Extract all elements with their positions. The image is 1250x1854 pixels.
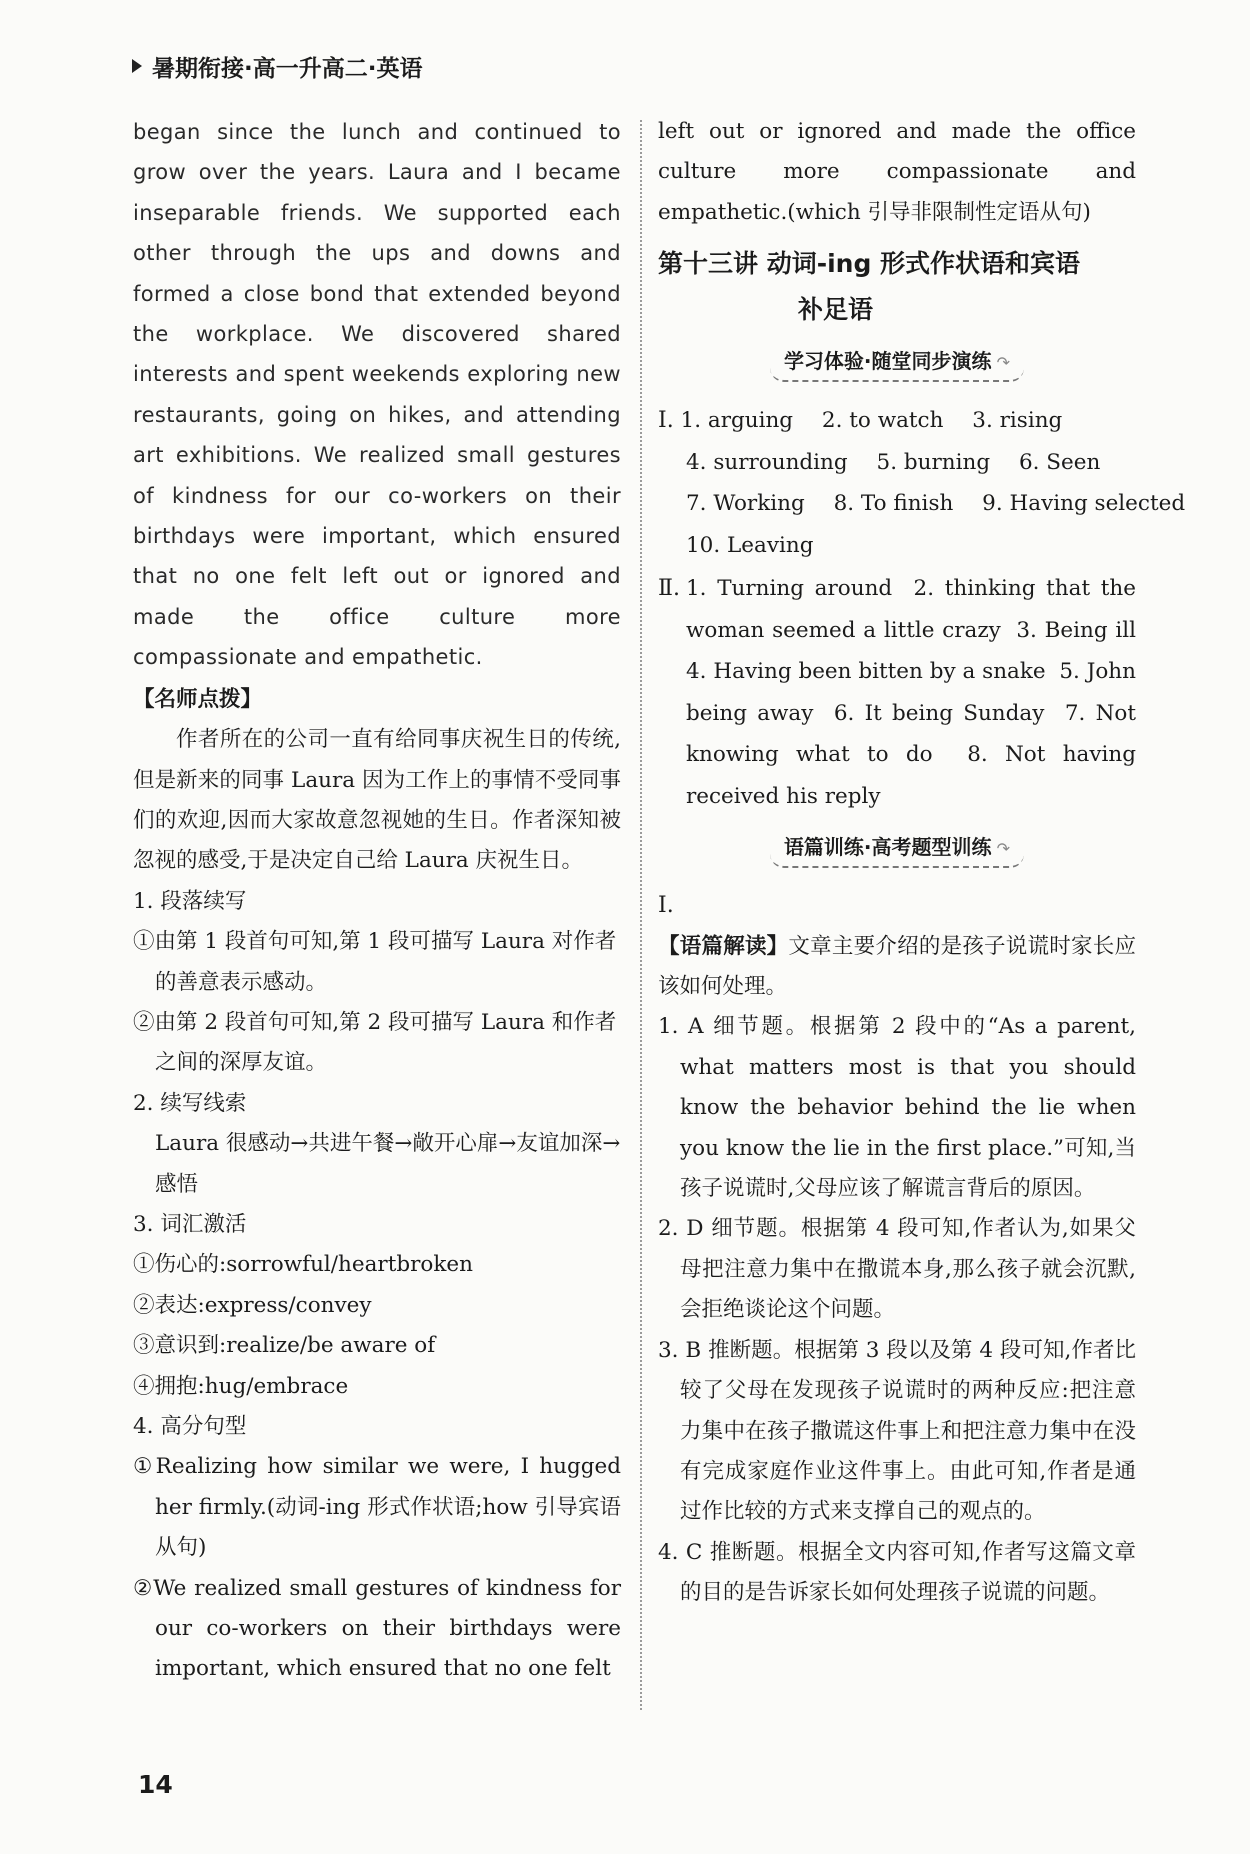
part1-answers bbox=[658, 400, 1186, 566]
header-title: 暑期衔接·高一升高二·英语 bbox=[152, 55, 423, 82]
answer: 8. To finish bbox=[833, 491, 954, 517]
answer-explanation: 1. A 细节题。根据第 2 段中的“As a parent, what matters most is that you should know the behavior behind the lie when you know the lie in the first place.”可知,当孩子说谎时,父母应该了解谎言背后的原因。 bbox=[658, 1014, 1136, 1202]
section-2-title: 2. 续写线索 bbox=[133, 1090, 247, 1116]
answer: 7. Working bbox=[686, 491, 805, 517]
practice-banner bbox=[658, 343, 1136, 382]
section-2-clue: Laura 很感动→共进午餐→敞开心扉→友谊加深→感悟 bbox=[155, 1131, 621, 1197]
vocab-item: ③意识到:realize/be aware of bbox=[133, 1333, 436, 1359]
analysis-heading: 【语篇解读】 bbox=[658, 933, 789, 959]
vocab-item: ①伤心的:sorrowful/heartbroken bbox=[133, 1252, 473, 1278]
answer: 9. Having selected bbox=[982, 491, 1186, 517]
analysis bbox=[658, 927, 1136, 1008]
page-number: 14 bbox=[138, 1770, 173, 1799]
section-3-title: 3. 词汇激活 bbox=[133, 1211, 247, 1237]
analysis-text: 文章主要介绍的是孩子说谎时家长应该如何处理。 bbox=[658, 933, 1136, 1000]
lecture-title-line1: 第十三讲 动词-ing 形式作状语和宾语 bbox=[658, 249, 1081, 279]
answer: 3. rising bbox=[972, 408, 1063, 434]
part2-answers bbox=[658, 568, 1150, 817]
sentence-item: ②We realized small gestures of kindness for our co-workers on their birthdays were important, which ensured that no one felt bbox=[133, 1575, 621, 1682]
answer: 10. Leaving bbox=[686, 532, 814, 558]
vocab-item: ②表达:express/convey bbox=[133, 1292, 372, 1318]
triangle-marker-icon bbox=[132, 59, 142, 73]
lecture-title bbox=[658, 241, 1136, 333]
section-label: Ⅰ. bbox=[658, 893, 674, 919]
section-1-title: 1. 段落续写 bbox=[133, 888, 247, 914]
swirl-icon: ↷ bbox=[991, 353, 1011, 373]
swirl-icon: ↷ bbox=[991, 839, 1011, 859]
tips-intro: 作者所在的公司一直有给同事庆祝生日的传统,但是新来的同事 Laura 因为工作上的事情不受同事们的欢迎,因而大家故意忽视她的生日。作者深知被忽视的感受,于是决定自己给 Laura 庆祝生日。 bbox=[133, 727, 621, 874]
part-label: Ⅰ. bbox=[658, 408, 674, 434]
section-1-item: ②由第 2 段首句可知,第 2 段可描写 Laura 和作者之间的深厚友谊。 bbox=[133, 1009, 617, 1076]
running-header bbox=[132, 48, 422, 84]
training-banner bbox=[658, 829, 1136, 868]
answer-explanation: 2. D 细节题。根据第 4 段可知,作者认为,如果父母把注意力集中在撒谎本身,那么孩子就会沉默,会拒绝谈论这个问题。 bbox=[658, 1216, 1136, 1323]
essay-paragraph: began since the lunch and continued to grow over the years. Laura and I became inseparable friends. We supported each other through the ups and downs and formed a close bond that extended beyond the workplace. We discovered shared interests and spent weekends exploring new restaurants, going on hikes, and attending art exhibitions. We realized small gestures of kindness for our co-workers on their birthdays were important, which ensured that no one felt left out or ignored and made the office culture more compassionate and empathetic. bbox=[133, 120, 621, 670]
left-column bbox=[133, 112, 621, 1690]
training-banner-label: 语篇训练·高考题型训练 bbox=[783, 835, 992, 860]
part2-text: 1. Turning around 2. thinking that the woman seemed a little crazy 3. Being ill 4. Having been bitten by a snake 5. John being away 6. It being Sunday 7. Not knowing what to do 8. Not having received his reply bbox=[686, 576, 1150, 809]
column-divider bbox=[640, 120, 642, 1710]
answer: 1. arguing bbox=[680, 408, 794, 434]
answer-explanation: 3. B 推断题。根据第 3 段以及第 4 段可知,作者比较了父母在发现孩子说谎时的两种反应:把注意力集中在孩子撒谎这件事上和把注意力集中在没有完成家庭作业这件事上。由此可知,作者是通过作比较的方式来支撑自己的观点的。 bbox=[658, 1337, 1136, 1525]
answer: 4. surrounding bbox=[686, 449, 848, 475]
section-4-title: 4. 高分句型 bbox=[133, 1414, 247, 1439]
practice-banner-label: 学习体验·随堂同步演练 bbox=[783, 349, 992, 374]
right-column bbox=[658, 112, 1186, 1614]
lecture-title-line2: 补足语 bbox=[798, 295, 874, 325]
continuation-text: left out or ignored and made the office culture more compassionate and empathetic.(which 引导非限制性定语从句) bbox=[658, 119, 1136, 225]
section-1-item: ①由第 1 段首句可知,第 1 段可描写 Laura 对作者的善意表示感动。 bbox=[133, 929, 617, 995]
sentence-item: ①Realizing how similar we were, I hugged her firmly.(动词-ing 形式作状语;how 引导宾语从句) bbox=[133, 1454, 621, 1561]
tips-heading: 【名师点拨】 bbox=[133, 686, 263, 712]
answer: 5. burning bbox=[876, 449, 991, 475]
answer-explanation: 4. C 推断题。根据全文内容可知,作者写这篇文章的目的是告诉家长如何处理孩子说谎的问题。 bbox=[658, 1539, 1136, 1606]
answer: 6. Seen bbox=[1018, 449, 1101, 475]
part-label: Ⅱ. bbox=[658, 576, 680, 602]
answer: 2. to watch bbox=[821, 408, 944, 434]
vocab-item: ④拥抱:hug/embrace bbox=[133, 1373, 349, 1399]
